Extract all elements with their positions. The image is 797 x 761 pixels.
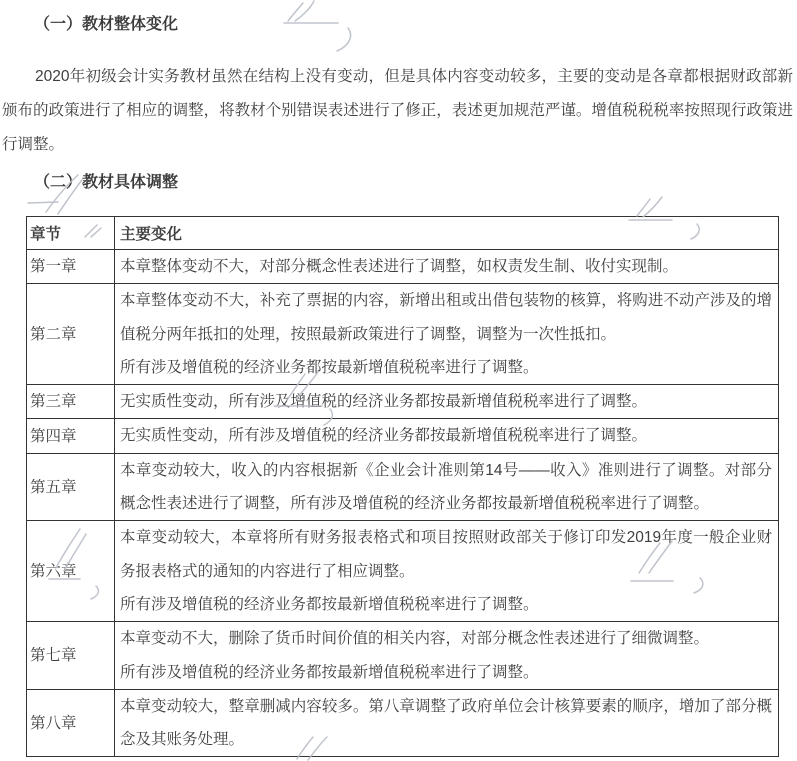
changes-cell bbox=[115, 622, 779, 690]
table-header bbox=[27, 217, 779, 250]
change-text: 本章变动较大，整章删减内容较多。第八章调整了政府单位会计核算要素的顺序，增加了部分概念及其账务处理。 bbox=[120, 697, 772, 749]
table-row bbox=[27, 521, 779, 622]
table-row bbox=[27, 419, 779, 453]
table-row bbox=[27, 689, 779, 757]
chapter-cell: 第四章 bbox=[27, 419, 115, 453]
change-text: 所有涉及增值税的经济业务都按最新增值税税率进行了调整。 bbox=[120, 595, 539, 613]
chapter-cell: 第七章 bbox=[27, 622, 115, 690]
overall-changes-paragraph: 2020年初级会计实务教材虽然在结构上没有变动，但是具体内容变动较多，主要的变动是各章都根据财政部新颁布的政策进行了相应的调整，将教材个别错误表述进行了修正，表述更加规范严谨。增值税税税率按照现行政策进行调整。 bbox=[2, 68, 793, 153]
table-row bbox=[27, 250, 779, 284]
table-body bbox=[27, 250, 779, 757]
table-row bbox=[27, 385, 779, 419]
change-text: 本章变动不大，删除了货币时间价值的相关内容，对部分概念性表述进行了细微调整。 bbox=[120, 630, 710, 648]
change-text: 本章整体变动不大，补充了票据的内容，新增出租或出借包装物的核算，将购进不动产涉及的增值税分两年抵扣的处理，按照最新政策进行了调整，调整为一次性抵扣。 bbox=[120, 292, 772, 343]
changes-cell bbox=[115, 453, 779, 521]
chapter-changes-table bbox=[26, 216, 779, 757]
column-header-chapter: 章节 bbox=[27, 217, 115, 250]
table-row bbox=[27, 622, 779, 690]
changes-cell bbox=[115, 521, 779, 622]
chapter-cell: 第一章 bbox=[27, 250, 115, 284]
column-header-main-changes: 主要变化 bbox=[115, 217, 779, 250]
chapter-cell: 第二章 bbox=[27, 284, 115, 385]
changes-cell bbox=[115, 385, 779, 419]
change-text: 本章整体变动不大，对部分概念性表述进行了调整，如权责发生制、收付实现制。 bbox=[120, 258, 679, 275]
table-row bbox=[27, 453, 779, 521]
change-text: 所有涉及增值税的经济业务都按最新增值税税率进行了调整。 bbox=[120, 663, 539, 681]
change-text: 无实质性变动，所有涉及增值税的经济业务都按最新增值税税率进行了调整。 bbox=[120, 427, 648, 445]
changes-cell bbox=[115, 419, 779, 453]
section-heading-specific-adjustments: （二）教材具体调整 bbox=[34, 174, 179, 191]
changes-cell bbox=[115, 284, 779, 385]
chapter-cell: 第八章 bbox=[27, 689, 115, 757]
chapter-cell: 第三章 bbox=[27, 385, 115, 419]
change-text: 本章变动较大，收入的内容根据新《企业会计准则第14号——收入》准则进行了调整。对部分概念性表述进行了调整，所有涉及增值税的经济业务都按最新增值税税率进行了调整。 bbox=[120, 461, 772, 513]
changes-cell bbox=[115, 250, 779, 284]
chapter-cell: 第六章 bbox=[27, 521, 115, 622]
change-text: 所有涉及增值税的经济业务都按最新增值税税率进行了调整。 bbox=[120, 358, 539, 376]
chapter-cell: 第五章 bbox=[27, 453, 115, 521]
changes-cell bbox=[115, 689, 779, 757]
table-row bbox=[27, 284, 779, 385]
change-text: 本章变动较大，本章将所有财务报表格式和项目按照财政部关于修订印发2019年度一般企业财务报表格式的通知的内容进行了相应调整。 bbox=[120, 529, 772, 580]
section-heading-overall-changes: （一）教材整体变化 bbox=[34, 16, 179, 33]
change-text: 无实质性变动，所有涉及增值税的经济业务都按最新增值税税率进行了调整。 bbox=[120, 393, 648, 411]
table-header-row bbox=[27, 217, 779, 250]
